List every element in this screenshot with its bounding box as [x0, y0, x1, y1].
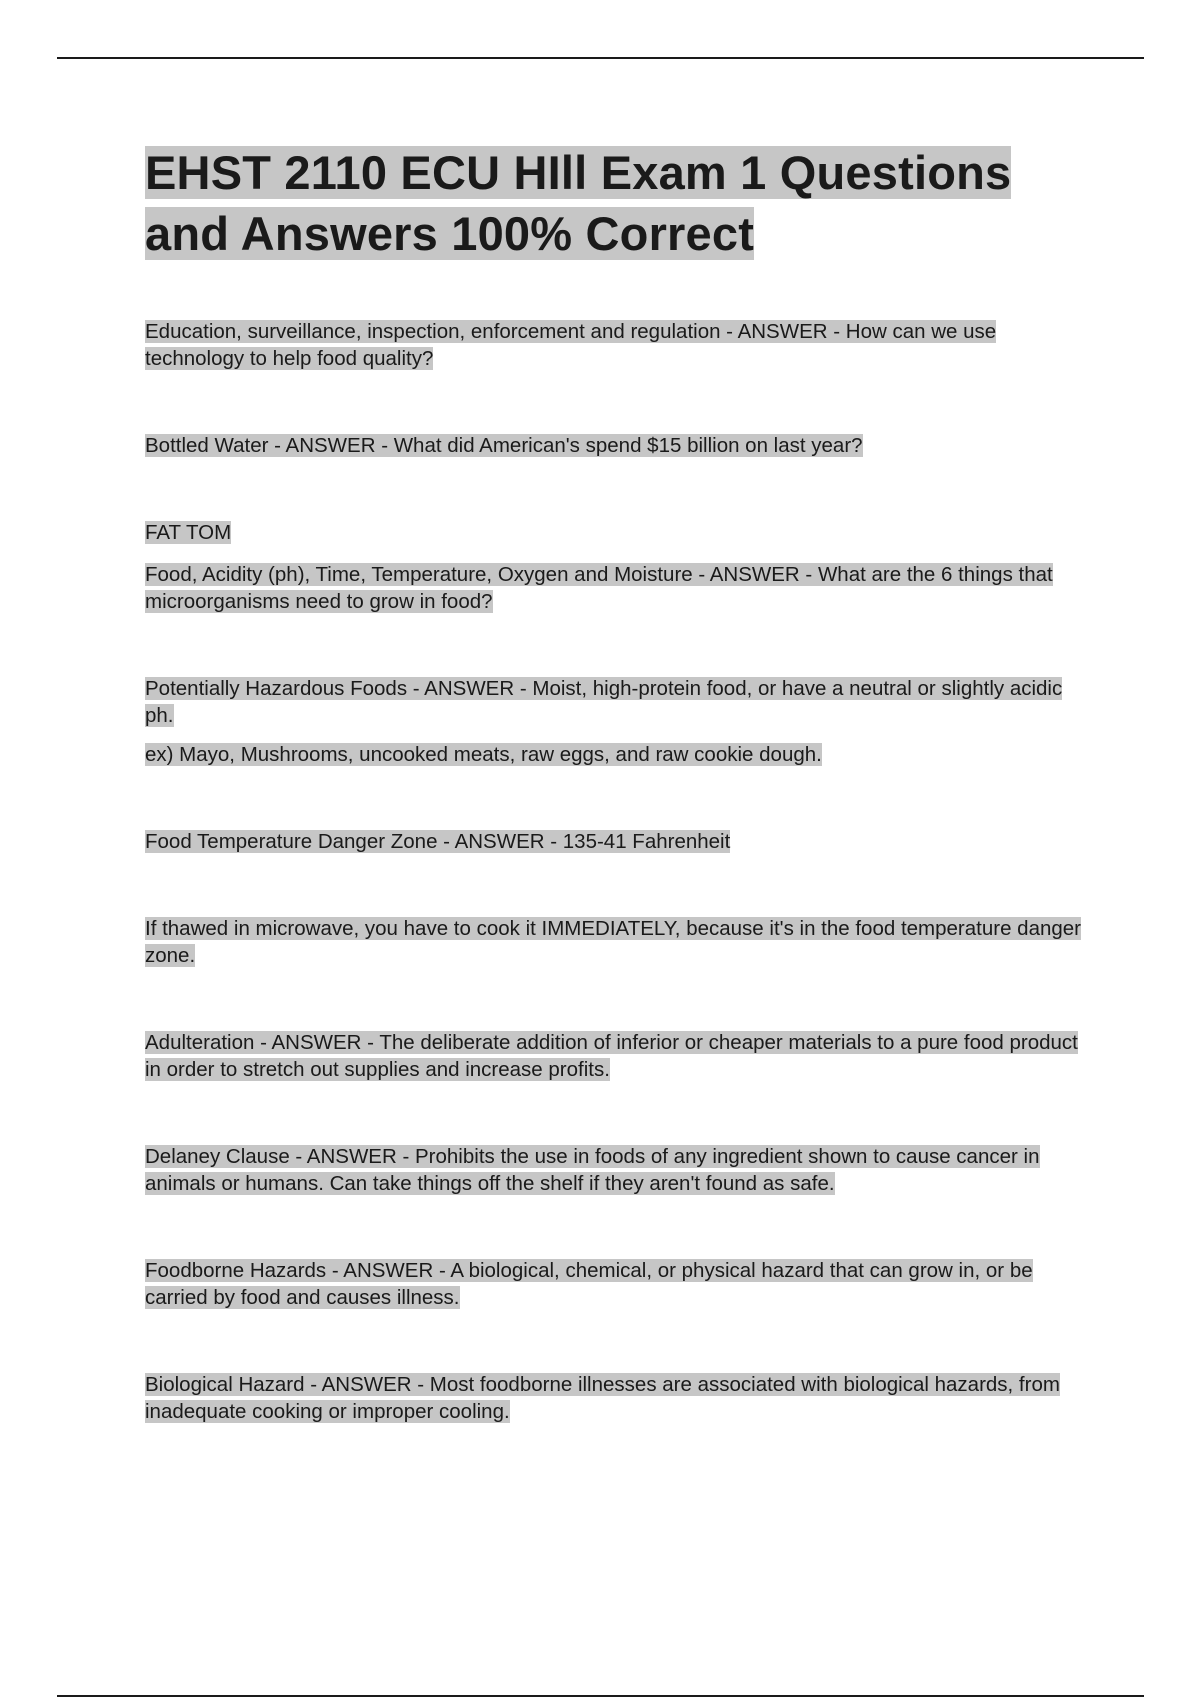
qa-entry: Education, surveillance, inspection, enforcement and regulation - ANSWER - How can we use technology to help food quality?: [145, 320, 997, 370]
note-entry: If thawed in microwave, you have to cook it IMMEDIATELY, because it's in the food temperature danger zone.: [145, 917, 1082, 967]
qa-entry: Adulteration - ANSWER - The deliberate addition of inferior or cheaper materials to a pure food product in order to stretch out supplies and increase profits.: [145, 1031, 1078, 1081]
qa-entry: Bottled Water - ANSWER - What did American's spend $15 billion on last year?: [145, 434, 863, 457]
qa-entry: Biological Hazard - ANSWER - Most foodborne illnesses are associated with biological hazards, from inadequate cooking or improper cooling.: [145, 1373, 1060, 1423]
mnemonic-heading: FAT TOM: [145, 521, 232, 544]
document-title-text: EHST 2110 ECU HIll Exam 1 Questions and Answers 100% Correct: [145, 146, 1012, 260]
document-title: [145, 142, 1095, 264]
example-line: ex) Mayo, Mushrooms, uncooked meats, raw eggs, and raw cookie dough.: [145, 743, 822, 766]
qa-entry: Delaney Clause - ANSWER - Prohibits the use in foods of any ingredient shown to cause cancer in animals or humans. Can take things off the shelf if they aren't found as safe.: [145, 1145, 1040, 1195]
qa-entry: Potentially Hazardous Foods - ANSWER - Moist, high-protein food, or have a neutral or slightly acidic ph.: [145, 677, 1063, 727]
footer-rule: [57, 1695, 1144, 1697]
header-rule: [57, 57, 1144, 59]
document-body: [145, 142, 1095, 1425]
qa-entry: Food Temperature Danger Zone - ANSWER - 135-41 Fahrenheit: [145, 830, 731, 853]
qa-entry: Foodborne Hazards - ANSWER - A biological, chemical, or physical hazard that can grow in, or be carried by food and causes illness.: [145, 1259, 1033, 1309]
qa-entry: Food, Acidity (ph), Time, Temperature, Oxygen and Moisture - ANSWER - What are the 6 things that microorganisms need to grow in food?: [145, 563, 1053, 613]
